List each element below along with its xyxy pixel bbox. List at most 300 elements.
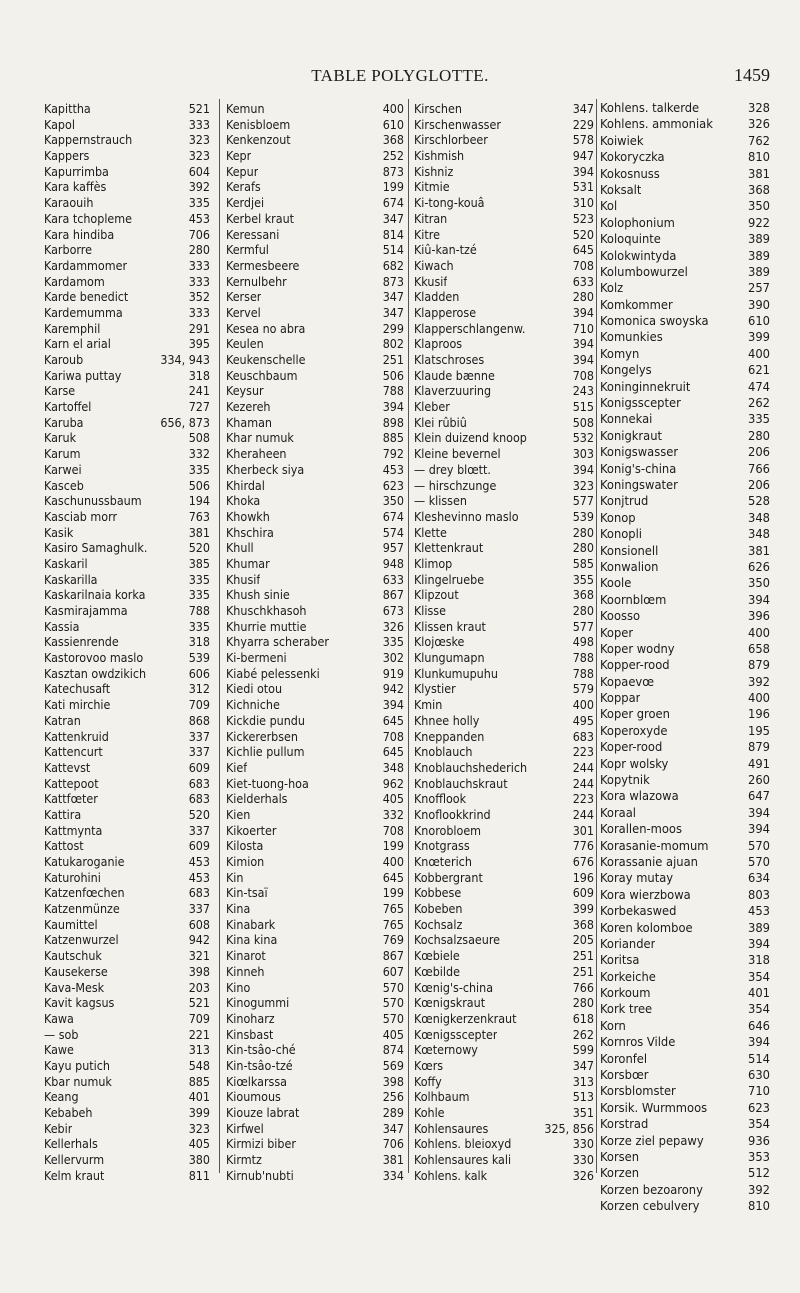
entry-term: Kattepoot bbox=[44, 775, 99, 791]
index-entry bbox=[600, 986, 770, 1002]
entry-term: Kirfwel bbox=[226, 1120, 264, 1136]
index-entry bbox=[226, 1011, 404, 1027]
entry-term: Kellervurm bbox=[44, 1152, 105, 1168]
entry-term: Khowkh bbox=[226, 508, 270, 524]
index-entry bbox=[414, 901, 594, 917]
index-entry bbox=[414, 572, 594, 588]
entry-term: Kochsalzsaeure bbox=[414, 932, 501, 948]
entry-page-ref: 400 bbox=[572, 697, 594, 713]
entry-term: Kleber bbox=[414, 399, 450, 415]
index-entry bbox=[226, 791, 404, 807]
index-entry bbox=[414, 352, 594, 368]
entry-term: Khoka bbox=[226, 493, 261, 509]
entry-term: Keulen bbox=[226, 336, 264, 352]
entry-page-ref: 354 bbox=[748, 969, 770, 985]
index-entry bbox=[44, 901, 210, 917]
entry-term: Katzenwurzel bbox=[44, 932, 119, 948]
entry-page-ref: 355 bbox=[572, 571, 594, 587]
entry-term: Klystier bbox=[414, 681, 456, 697]
entry-page-ref: 674 bbox=[382, 508, 404, 524]
entry-page-ref: 196 bbox=[748, 707, 770, 723]
index-entry bbox=[226, 870, 404, 886]
entry-term: Kopytnik bbox=[600, 773, 650, 789]
index-entry bbox=[600, 593, 770, 609]
entry-term: Klojœske bbox=[414, 634, 465, 650]
entry-term: Kermesbeere bbox=[226, 257, 300, 273]
entry-term: Kemun bbox=[226, 101, 265, 116]
index-entry bbox=[226, 838, 404, 854]
index-entry bbox=[600, 724, 770, 740]
entry-page-ref: 256 bbox=[382, 1089, 404, 1105]
entry-term: Koksalt bbox=[600, 182, 642, 198]
entry-term: Kirschen bbox=[414, 101, 462, 116]
entry-term: Kinneh bbox=[226, 963, 265, 979]
entry-page-ref: 508 bbox=[572, 414, 594, 430]
entry-term: Klapperschlangenw. bbox=[414, 320, 526, 336]
entry-page-ref: 347 bbox=[382, 304, 404, 320]
entry-term: Khschira bbox=[226, 524, 274, 540]
entry-page-ref: 766 bbox=[572, 979, 594, 995]
entry-page-ref: 389 bbox=[748, 248, 770, 264]
entry-page-ref: 323 bbox=[188, 132, 210, 148]
index-entry bbox=[414, 289, 594, 305]
entry-page-ref: 708 bbox=[382, 728, 404, 744]
entry-term: Kausekerse bbox=[44, 963, 108, 979]
entry-page-ref: 203 bbox=[188, 979, 210, 995]
index-entry bbox=[414, 1168, 594, 1184]
entry-page-ref: 333 bbox=[188, 116, 210, 132]
entry-page-ref: 352 bbox=[188, 289, 210, 305]
index-entry bbox=[44, 1058, 210, 1074]
entry-term: Korallen-moos bbox=[600, 822, 682, 838]
entry-page-ref: 762 bbox=[748, 133, 770, 149]
index-entry bbox=[600, 1199, 770, 1215]
entry-term: Kerdjei bbox=[226, 195, 265, 211]
entry-term: Klunkumupuhu bbox=[414, 665, 498, 681]
index-entry bbox=[414, 525, 594, 541]
index-entry bbox=[414, 509, 594, 525]
entry-page-ref: 392 bbox=[748, 674, 770, 690]
entry-term: Klisse bbox=[414, 603, 446, 618]
entry-page-ref: 803 bbox=[748, 887, 770, 903]
entry-term: Kirmizi biber bbox=[226, 1136, 296, 1152]
entry-term: Karoub bbox=[44, 352, 84, 367]
entry-page-ref: 280 bbox=[572, 289, 594, 305]
entry-page-ref: 521 bbox=[188, 101, 210, 116]
index-entry bbox=[600, 1068, 770, 1084]
index-entry bbox=[600, 445, 770, 461]
index-entry bbox=[226, 729, 404, 745]
entry-page-ref: 513 bbox=[572, 1089, 594, 1105]
entry-page-ref: 531 bbox=[572, 179, 594, 195]
entry-term: Kattencurt bbox=[44, 744, 103, 760]
entry-term: Kinsbast bbox=[226, 1026, 274, 1042]
entry-term: Kohlens. bleioxyd bbox=[414, 1136, 512, 1152]
entry-page-ref: 394 bbox=[748, 805, 770, 821]
entry-term: Kheraheen bbox=[226, 446, 287, 462]
entry-page-ref: 763 bbox=[188, 508, 210, 524]
index-entry bbox=[600, 511, 770, 527]
entry-term: Kioumous bbox=[226, 1089, 281, 1105]
entry-term: Kavit kagsus bbox=[44, 995, 115, 1011]
index-entry bbox=[44, 540, 210, 556]
entry-page-ref: 280 bbox=[572, 603, 594, 618]
entry-term: Kirschlorbeer bbox=[414, 132, 488, 148]
entry-page-ref: 776 bbox=[572, 838, 594, 854]
entry-page-ref: 334 bbox=[382, 1167, 404, 1183]
index-entry bbox=[44, 619, 210, 635]
entry-page-ref: 368 bbox=[748, 182, 770, 198]
entry-page-ref: 400 bbox=[748, 625, 770, 641]
index-entry bbox=[226, 650, 404, 666]
entry-term: Khirdal bbox=[226, 477, 265, 493]
index-entry bbox=[414, 838, 594, 854]
index-entry bbox=[44, 1105, 210, 1121]
entry-term: Kin bbox=[226, 869, 244, 885]
entry-page-ref: 301 bbox=[572, 822, 594, 838]
index-entry bbox=[414, 634, 594, 650]
index-entry bbox=[600, 1150, 770, 1166]
entry-page-ref: 334, 943 bbox=[160, 352, 210, 367]
entry-term: Kobbergrant bbox=[414, 869, 483, 885]
index-entry bbox=[44, 885, 210, 901]
entry-page-ref: 873 bbox=[382, 163, 404, 179]
index-entry bbox=[414, 1074, 594, 1090]
index-entry bbox=[44, 666, 210, 682]
entry-page-ref: 709 bbox=[188, 1010, 210, 1026]
entry-term: Kohlensaures bbox=[414, 1120, 489, 1136]
entry-term: Koper wodny bbox=[600, 641, 675, 657]
entry-page-ref: 400 bbox=[748, 691, 770, 707]
entry-page-ref: 389 bbox=[748, 920, 770, 936]
entry-page-ref: 260 bbox=[748, 773, 770, 789]
entry-page-ref: 395 bbox=[188, 336, 210, 352]
entry-term: Kœnigskraut bbox=[414, 995, 486, 1011]
index-entry bbox=[414, 164, 594, 180]
entry-term: Kasztan owdzikich bbox=[44, 665, 147, 681]
index-entry bbox=[414, 1058, 594, 1074]
entry-term: Kien bbox=[226, 806, 251, 822]
entry-page-ref: 706 bbox=[188, 226, 210, 242]
entry-page-ref: 389 bbox=[748, 264, 770, 280]
entry-page-ref: 577 bbox=[572, 493, 594, 509]
index-entry bbox=[44, 352, 210, 368]
entry-term: Kinoharz bbox=[226, 1010, 275, 1026]
index-entry bbox=[226, 305, 404, 321]
entry-page-ref: 350 bbox=[748, 576, 770, 592]
entry-page-ref: 577 bbox=[572, 618, 594, 634]
entry-page-ref: 609 bbox=[188, 759, 210, 775]
index-entry bbox=[600, 1002, 770, 1018]
index-entry bbox=[600, 642, 770, 658]
index-entry bbox=[600, 904, 770, 920]
entry-page-ref: 337 bbox=[188, 822, 210, 838]
entry-page-ref: 335 bbox=[382, 634, 404, 650]
entry-term: Klein duizend knoop bbox=[414, 430, 527, 446]
entry-term: Kaumittel bbox=[44, 916, 98, 932]
index-entry bbox=[44, 1011, 210, 1027]
entry-page-ref: 811 bbox=[188, 1167, 210, 1183]
entry-page-ref: 251 bbox=[572, 948, 594, 964]
entry-page-ref: 814 bbox=[382, 226, 404, 242]
entry-term: Kara kaffès bbox=[44, 179, 107, 195]
index-entry bbox=[600, 921, 770, 937]
index-entry bbox=[414, 446, 594, 462]
entry-term: Kartoffel bbox=[44, 399, 92, 415]
entry-page-ref: 333 bbox=[188, 273, 210, 289]
entry-term: Kassia bbox=[44, 618, 80, 634]
entry-page-ref: 585 bbox=[572, 555, 594, 571]
entry-term: Kongelys bbox=[600, 363, 652, 379]
entry-term: Korassanie ajuan bbox=[600, 854, 698, 870]
entry-term: Konig's-china bbox=[600, 461, 677, 477]
entry-term: Korn bbox=[600, 1018, 626, 1034]
entry-page-ref: 332 bbox=[382, 806, 404, 822]
entry-page-ref: 221 bbox=[188, 1026, 210, 1042]
entry-term: Klapperose bbox=[414, 304, 477, 320]
page-header bbox=[0, 64, 800, 88]
index-entry bbox=[226, 493, 404, 509]
entry-term: Kina bbox=[226, 901, 251, 917]
index-entry bbox=[226, 540, 404, 556]
entry-page-ref: 380 bbox=[188, 1152, 210, 1168]
entry-term: Kardammomer bbox=[44, 257, 128, 273]
index-entry bbox=[600, 429, 770, 445]
entry-term: Kappernstrauch bbox=[44, 132, 133, 148]
entry-page-ref: 394 bbox=[572, 336, 594, 352]
index-entry bbox=[600, 298, 770, 314]
entry-page-ref: 879 bbox=[748, 658, 770, 674]
index-entry bbox=[44, 430, 210, 446]
entry-page-ref: 727 bbox=[188, 399, 210, 415]
entry-page-ref: 196 bbox=[572, 869, 594, 885]
index-entry bbox=[600, 494, 770, 510]
entry-page-ref: 368 bbox=[572, 587, 594, 603]
entry-page-ref: 335 bbox=[188, 461, 210, 477]
index-entry bbox=[44, 1074, 210, 1090]
entry-term: Kiabé pelessenki bbox=[226, 665, 320, 681]
entry-term: — sob bbox=[44, 1026, 79, 1042]
entry-page-ref: 521 bbox=[188, 995, 210, 1011]
entry-page-ref: 942 bbox=[382, 681, 404, 697]
entry-term: Konop bbox=[600, 510, 636, 526]
entry-term: Kara hindiba bbox=[44, 226, 115, 242]
entry-term: Kork tree bbox=[600, 1002, 653, 1018]
index-entry bbox=[226, 854, 404, 870]
index-entry bbox=[600, 117, 770, 133]
entry-term: Koper bbox=[600, 625, 634, 641]
index-entry bbox=[226, 917, 404, 933]
entry-page-ref: 405 bbox=[382, 791, 404, 807]
entry-term: Kiœlkarssa bbox=[226, 1073, 288, 1089]
index-entry bbox=[44, 744, 210, 760]
index-entry bbox=[44, 760, 210, 776]
index-entry bbox=[414, 1152, 594, 1168]
entry-page-ref: 630 bbox=[748, 1068, 770, 1084]
index-entry bbox=[226, 666, 404, 682]
index-entry bbox=[600, 609, 770, 625]
index-entry bbox=[414, 791, 594, 807]
index-entry bbox=[414, 744, 594, 760]
entry-page-ref: 354 bbox=[748, 1117, 770, 1133]
entry-page-ref: 394 bbox=[572, 352, 594, 367]
entry-term: Kobbese bbox=[414, 885, 462, 901]
entry-page-ref: 335 bbox=[748, 412, 770, 428]
index-entry bbox=[414, 462, 594, 478]
entry-page-ref: 399 bbox=[188, 1105, 210, 1120]
entry-term: Kaskaril bbox=[44, 555, 88, 571]
index-entry bbox=[226, 289, 404, 305]
entry-page-ref: 328 bbox=[748, 101, 770, 116]
entry-page-ref: 401 bbox=[188, 1089, 210, 1105]
index-entry bbox=[226, 478, 404, 494]
index-entry bbox=[414, 321, 594, 337]
index-entry bbox=[414, 274, 594, 290]
index-entry bbox=[226, 1152, 404, 1168]
entry-term: Kattevst bbox=[44, 759, 91, 775]
index-entry bbox=[600, 314, 770, 330]
index-entry bbox=[44, 634, 210, 650]
index-entry bbox=[44, 995, 210, 1011]
index-entry bbox=[226, 321, 404, 337]
entry-term: Knoflookkrind bbox=[414, 806, 491, 822]
index-entry bbox=[44, 948, 210, 964]
index-entry bbox=[226, 1168, 404, 1184]
index-entry bbox=[600, 626, 770, 642]
entry-page-ref: 332 bbox=[188, 446, 210, 462]
entry-term: Kautschuk bbox=[44, 948, 102, 964]
entry-term: Karemphil bbox=[44, 320, 101, 336]
entry-term: Korkoum bbox=[600, 986, 651, 1002]
index-entry bbox=[600, 478, 770, 494]
entry-term: Kora wlazowa bbox=[600, 789, 679, 805]
entry-term: Korasanie-momum bbox=[600, 838, 709, 854]
entry-page-ref: 765 bbox=[382, 901, 404, 917]
index-entry bbox=[600, 347, 770, 363]
entry-page-ref: 621 bbox=[748, 363, 770, 379]
index-entry bbox=[44, 1027, 210, 1043]
entry-page-ref: 394 bbox=[572, 163, 594, 179]
entry-page-ref: 354 bbox=[748, 1002, 770, 1018]
entry-page-ref: 788 bbox=[572, 665, 594, 681]
index-entry bbox=[44, 964, 210, 980]
index-entry bbox=[600, 265, 770, 281]
entry-term: Kezereh bbox=[226, 399, 271, 415]
entry-page-ref: 788 bbox=[188, 603, 210, 618]
index-entry bbox=[414, 305, 594, 321]
entry-term: Koole bbox=[600, 576, 632, 592]
entry-page-ref: 609 bbox=[572, 885, 594, 901]
index-entry bbox=[600, 150, 770, 166]
entry-page-ref: 766 bbox=[748, 461, 770, 477]
index-entry bbox=[226, 336, 404, 352]
entry-term: Kœnig's-china bbox=[414, 979, 494, 995]
entry-term: Konopli bbox=[600, 527, 643, 543]
index-entry bbox=[600, 134, 770, 150]
entry-term: Konwalion bbox=[600, 559, 659, 575]
entry-term: Kasceb bbox=[44, 477, 84, 493]
entry-page-ref: 299 bbox=[382, 320, 404, 336]
entry-term: Karse bbox=[44, 383, 76, 399]
index-entry bbox=[414, 430, 594, 446]
entry-term: Kœnigkerzenkraut bbox=[414, 1010, 517, 1026]
entry-page-ref: 506 bbox=[382, 367, 404, 383]
entry-term: Kelm kraut bbox=[44, 1167, 105, 1183]
index-entry bbox=[414, 964, 594, 980]
entry-page-ref: 634 bbox=[748, 871, 770, 887]
index-entry bbox=[226, 242, 404, 258]
entry-page-ref: 394 bbox=[748, 822, 770, 838]
entry-term: Karum bbox=[44, 446, 81, 462]
entry-page-ref: 337 bbox=[188, 728, 210, 744]
entry-page-ref: 498 bbox=[572, 634, 594, 650]
entry-term: Koloquinte bbox=[600, 232, 661, 248]
entry-term: Khnee holly bbox=[414, 712, 480, 728]
entry-term: Khusif bbox=[226, 571, 261, 587]
index-entry bbox=[414, 556, 594, 572]
index-entry bbox=[226, 885, 404, 901]
entry-term: Kirnub'nubti bbox=[226, 1167, 294, 1183]
index-entry bbox=[226, 1074, 404, 1090]
entry-page-ref: 347 bbox=[382, 289, 404, 305]
entry-page-ref: 706 bbox=[382, 1136, 404, 1152]
index-entry bbox=[414, 697, 594, 713]
entry-term: Kneppanden bbox=[414, 728, 485, 744]
entry-page-ref: 396 bbox=[748, 609, 770, 625]
entry-term: Klei rûbiû bbox=[414, 414, 467, 430]
entry-page-ref: 626 bbox=[748, 559, 770, 575]
entry-term: Kishniz bbox=[414, 163, 454, 179]
entry-page-ref: 392 bbox=[748, 1182, 770, 1198]
entry-term: Kenkenzout bbox=[226, 132, 291, 148]
index-entry bbox=[600, 1019, 770, 1035]
entry-page-ref: 708 bbox=[572, 367, 594, 383]
index-entry bbox=[414, 854, 594, 870]
index-entry bbox=[44, 132, 210, 148]
entry-page-ref: 570 bbox=[382, 1010, 404, 1026]
entry-term: Ki-tong-kouâ bbox=[414, 195, 485, 211]
entry-term: Karuba bbox=[44, 414, 84, 430]
entry-term: Koninginnekruit bbox=[600, 379, 691, 395]
entry-page-ref: 229 bbox=[572, 116, 594, 132]
entry-page-ref: 318 bbox=[188, 634, 210, 650]
index-entry bbox=[44, 932, 210, 948]
entry-term: Kirschenwasser bbox=[414, 116, 501, 132]
entry-term: Kœternowy bbox=[414, 1042, 478, 1058]
entry-page-ref: 206 bbox=[748, 445, 770, 461]
entry-page-ref: 347 bbox=[382, 1120, 404, 1136]
entry-page-ref: 810 bbox=[748, 1199, 770, 1215]
entry-term: Konsionell bbox=[600, 543, 659, 559]
entry-page-ref: 683 bbox=[572, 728, 594, 744]
entry-term: Kladden bbox=[414, 289, 460, 305]
index-column-1 bbox=[44, 101, 210, 1181]
entry-term: Kiedi otou bbox=[226, 681, 283, 697]
entry-term: Kohle bbox=[414, 1105, 445, 1120]
entry-term: Koosso bbox=[600, 609, 641, 625]
entry-term: Katurohini bbox=[44, 869, 101, 885]
entry-term: Kleshevinno maslo bbox=[414, 508, 519, 524]
index-entry bbox=[226, 807, 404, 823]
entry-page-ref: 244 bbox=[572, 759, 594, 775]
index-entry bbox=[600, 806, 770, 822]
entry-page-ref: 520 bbox=[188, 540, 210, 556]
index-entry bbox=[44, 211, 210, 227]
index-entry bbox=[414, 1121, 594, 1137]
index-entry bbox=[226, 132, 404, 148]
entry-page-ref: 495 bbox=[572, 712, 594, 728]
index-entry bbox=[414, 179, 594, 195]
